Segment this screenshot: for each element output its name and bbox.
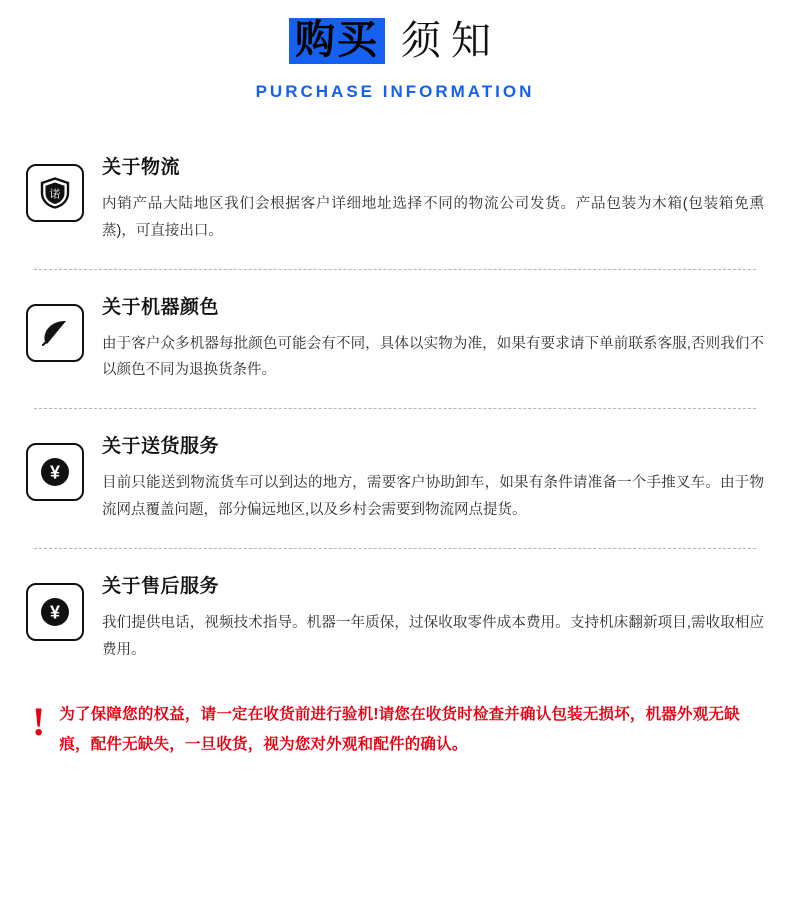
section-divider: [34, 408, 756, 409]
page-title-plain: 须知: [401, 19, 501, 63]
page-header: [0, 0, 790, 102]
section-list: [0, 150, 790, 670]
yen-circle-icon: [26, 583, 84, 641]
feather-icon: [26, 304, 84, 362]
svg-text:¥: ¥: [49, 462, 61, 483]
svg-text:¥: ¥: [49, 602, 61, 623]
page-subtitle: PURCHASE INFORMATION: [255, 82, 535, 101]
section-delivery-service-text: 目前只能送到物流货车可以到达的地方，需要客户协助卸车，如果有条件请准备一个手推叉车。由于物流网点覆盖问题，部分偏远地区,以及乡村会需要到物流网点提货。: [102, 475, 764, 519]
section-logistics-text: 内销产品大陆地区我们会根据客户详细地址选择不同的物流公司发货。产品包装为木箱(包装箱免熏蒸)，可直接出口。: [102, 196, 764, 239]
section-delivery-service: [26, 429, 764, 530]
section-delivery-service-body: [84, 429, 764, 524]
section-divider: [34, 269, 756, 270]
section-logistics-title: 关于物流: [102, 157, 181, 178]
section-machine-color-text: 由于客户众多机器每批颜色可能会有不同，具体以实物为准，如果有要求请下单前联系客服,否则我们不以颜色不同为退换货条件。: [102, 335, 764, 379]
section-machine-color-title: 关于机器颜色: [102, 296, 220, 318]
svg-text:诺: 诺: [49, 188, 61, 201]
page-title-highlight: 购买: [289, 18, 385, 64]
section-divider: [34, 548, 756, 549]
shield-check-icon: [26, 164, 84, 222]
section-after-sales-service: [26, 569, 764, 670]
warning-notice-text: 为了保障您的权益，请一定在收货前进行验机!请您在收货时检查并确认包装无损坏，机器外观无缺痕，配件无缺失，一旦收货，视为您对外观和配件的确认。: [59, 705, 740, 753]
warning-notice: [26, 700, 764, 760]
section-machine-color-body: [84, 290, 764, 385]
section-after-sales-service-title: 关于售后服务: [102, 575, 220, 597]
section-logistics-body: [84, 150, 764, 245]
yen-circle-icon: [26, 443, 84, 501]
section-logistics: [26, 150, 764, 251]
section-machine-color: [26, 290, 764, 391]
section-after-sales-service-text: 我们提供电话，视频技术指导。机器一年质保，过保收取零件成本费用。支持机床翻新项目,需收取相应费用。: [102, 614, 764, 658]
section-delivery-service-title: 关于送货服务: [102, 436, 220, 458]
exclamation-icon: !: [32, 698, 46, 744]
page-title: [0, 18, 790, 64]
section-after-sales-service-body: [84, 569, 764, 664]
